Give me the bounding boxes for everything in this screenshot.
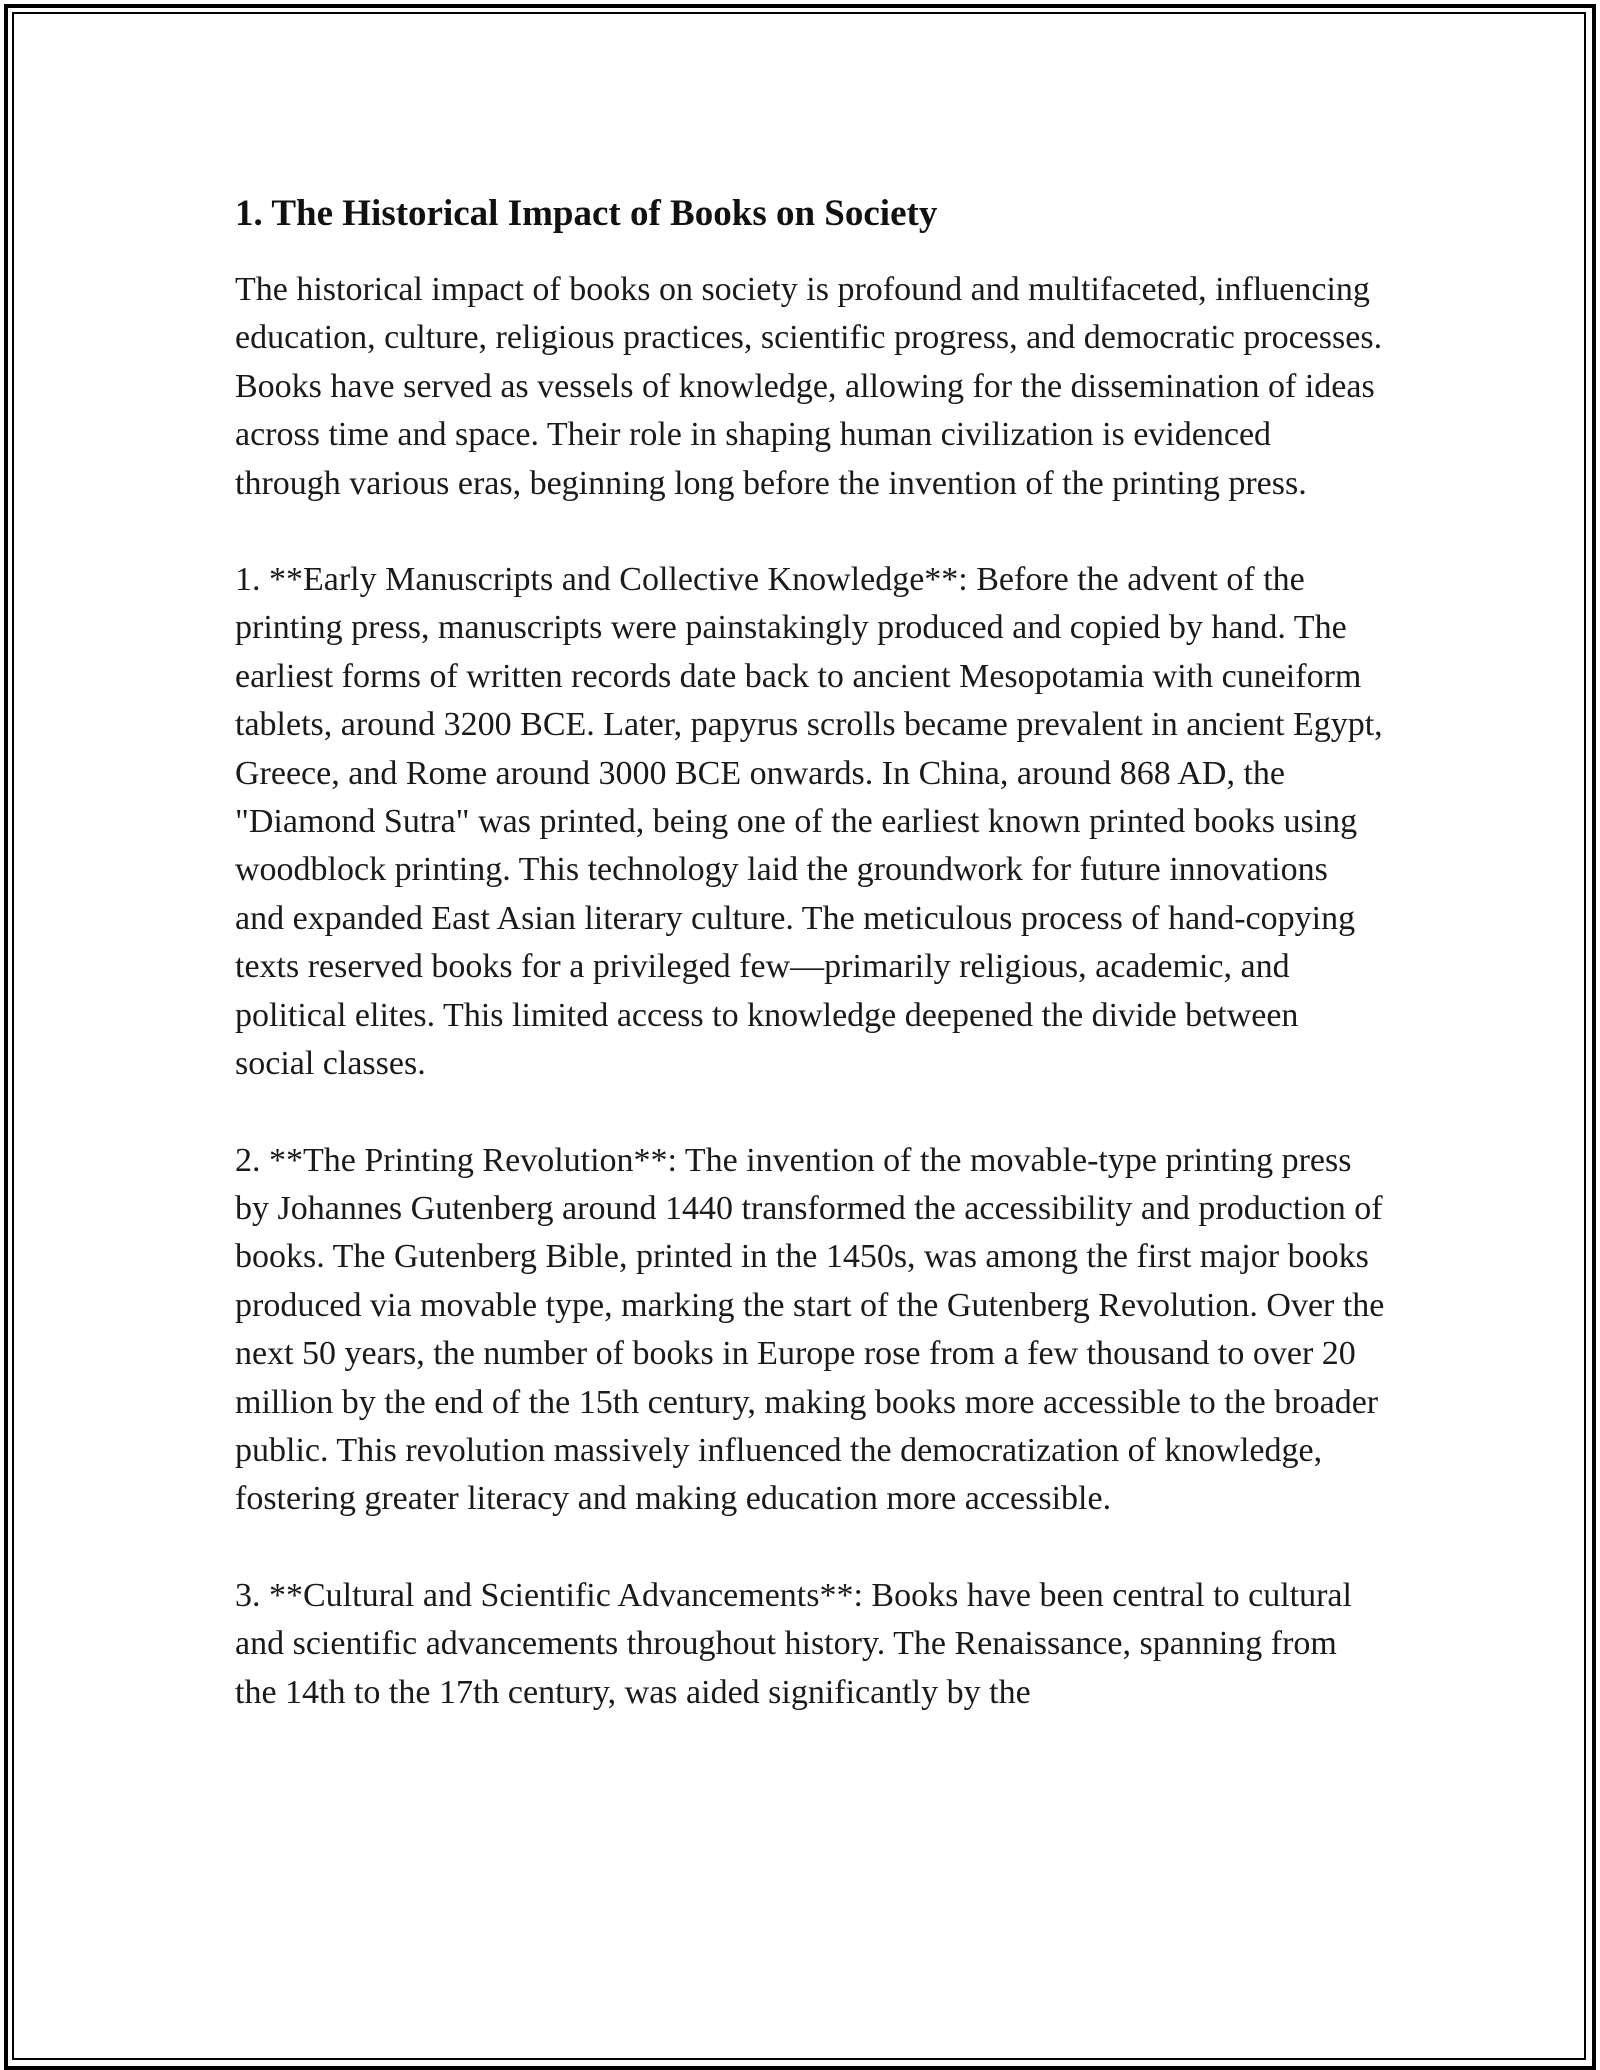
intro-paragraph: The historical impact of books on society is profound and multifaceted, influencing education, culture, religious practices, scientific progress, and democratic processes. Books have served as vessels of knowledge, allowing for the dissemination of ideas across time and space. Their role in shaping human civilization is evidenced through various eras, beginning long before the invention of the printing press. [235, 271, 1383, 502]
section-heading: 1. The Historical Impact of Books on Society [235, 193, 938, 234]
document-body [235, 188, 1385, 1765]
paragraph-early-manuscripts: 1. **Early Manuscripts and Collective Knowledge**: Before the advent of the printing press, manuscripts were painstakingly produced and copied by hand. The earliest forms of written records date back to ancient Mesopotamia with cuneiform tablets, around 3200 BCE. Later, papyrus scrolls became prevalent in ancient Egypt, Greece, and Rome around 3000 BCE onwards. In China, around 868 AD, the "Diamond Sutra" was printed, being one of the earliest known printed books using woodblock printing. This technology laid the groundwork for future innovations and expanded East Asian literary culture. The meticulous process of hand-copying texts reserved books for a privileged few—primarily religious, academic, and political elites. This limited access to knowledge deepened the divide between social classes. [235, 561, 1383, 1083]
paragraph-cultural-scientific: 3. **Cultural and Scientific Advancements**: Books have been central to cultural and scientific advancements throughout history. The Renaissance, spanning from the 14th to the 17th century, was aided significantly by the [235, 1576, 1352, 1711]
paragraph-printing-revolution: 2. **The Printing Revolution**: The invention of the movable-type printing press by Johannes Gutenberg around 1440 transformed the accessibility and production of books. The Gutenberg Bible, printed in the 1450s, was among the first major books produced via movable type, marking the start of the Gutenberg Revolution. Over the next 50 years, the number of books in Europe rose from a few thousand to over 20 million by the end of the 15th century, making books more accessible to the broader public. This revolution massively influenced the democratization of knowledge, fostering greater literacy and making education more accessible. [235, 1141, 1385, 1518]
